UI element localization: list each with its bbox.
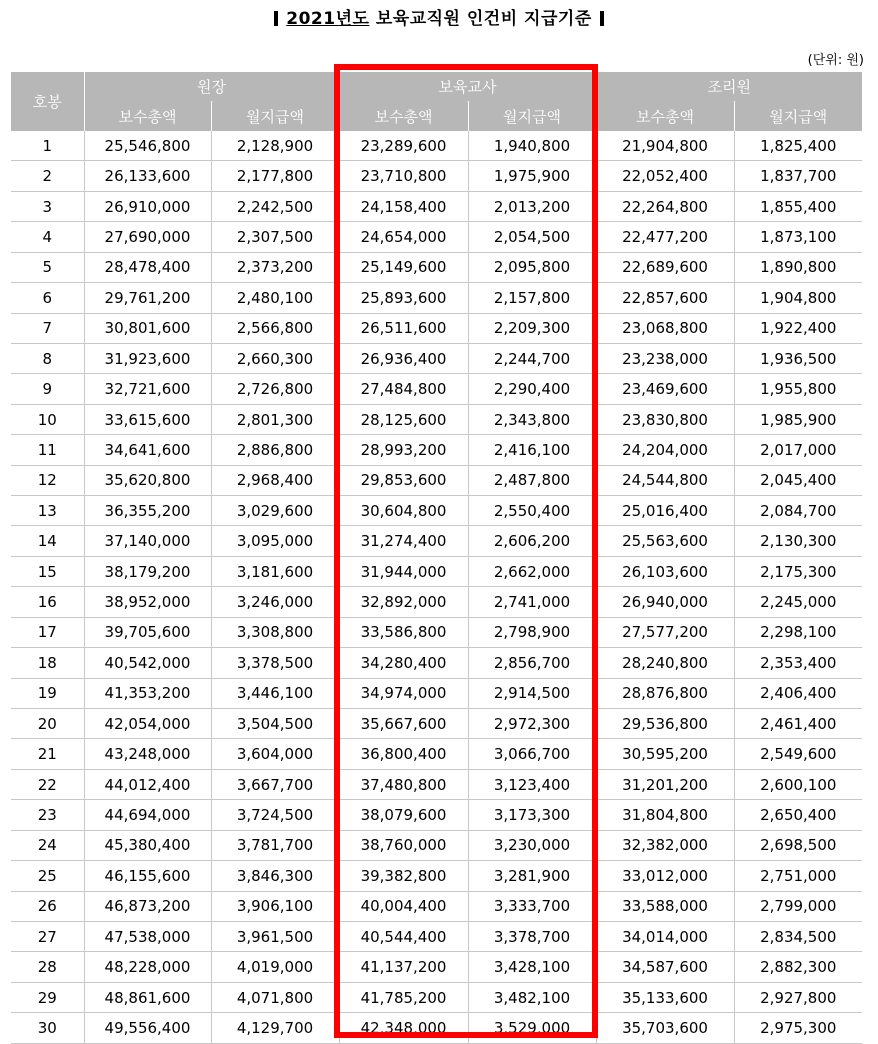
amount-cell: 3,446,100 [211, 678, 339, 708]
amount-cell: 2,054,500 [468, 222, 596, 252]
amount-cell: 3,504,500 [211, 709, 339, 739]
header-group-cook: 조리원 [596, 72, 862, 101]
amount-cell: 2,914,500 [468, 678, 596, 708]
amount-cell: 28,993,200 [339, 435, 468, 465]
grade-cell: 5 [11, 252, 84, 282]
amount-cell: 3,066,700 [468, 739, 596, 769]
amount-cell: 3,281,900 [468, 861, 596, 891]
amount-cell: 28,876,800 [596, 678, 734, 708]
amount-cell: 2,968,400 [211, 465, 339, 495]
page-title [0, 4, 878, 29]
header-teacher-monthly: 월지급액 [468, 101, 596, 131]
amount-cell: 3,961,500 [211, 921, 339, 951]
table-row [11, 556, 862, 586]
table-row [11, 769, 862, 799]
amount-cell: 2,298,100 [734, 617, 862, 647]
amount-cell: 27,577,200 [596, 617, 734, 647]
amount-cell: 1,890,800 [734, 252, 862, 282]
amount-cell: 24,544,800 [596, 465, 734, 495]
amount-cell: 2,157,800 [468, 283, 596, 313]
amount-cell: 35,620,800 [84, 465, 211, 495]
amount-cell: 2,856,700 [468, 648, 596, 678]
amount-cell: 28,240,800 [596, 648, 734, 678]
table-row [11, 465, 862, 495]
grade-cell: 7 [11, 313, 84, 343]
amount-cell: 1,855,400 [734, 191, 862, 221]
amount-cell: 38,179,200 [84, 556, 211, 586]
amount-cell: 3,529,000 [468, 1013, 596, 1043]
amount-cell: 22,857,600 [596, 283, 734, 313]
amount-cell: 3,846,300 [211, 861, 339, 891]
amount-cell: 3,230,000 [468, 830, 596, 860]
amount-cell: 3,123,400 [468, 769, 596, 799]
amount-cell: 25,563,600 [596, 526, 734, 556]
amount-cell: 2,650,400 [734, 800, 862, 830]
amount-cell: 2,290,400 [468, 374, 596, 404]
amount-cell: 36,355,200 [84, 496, 211, 526]
amount-cell: 34,974,000 [339, 678, 468, 708]
amount-cell: 27,690,000 [84, 222, 211, 252]
header-grade: 호봉 [11, 72, 84, 131]
amount-cell: 3,667,700 [211, 769, 339, 799]
amount-cell: 25,016,400 [596, 496, 734, 526]
amount-cell: 2,130,300 [734, 526, 862, 556]
amount-cell: 3,181,600 [211, 556, 339, 586]
table-row [11, 1013, 862, 1043]
amount-cell: 2,882,300 [734, 952, 862, 982]
amount-cell: 48,228,000 [84, 952, 211, 982]
amount-cell: 2,660,300 [211, 343, 339, 373]
grade-cell: 15 [11, 556, 84, 586]
grade-cell: 10 [11, 404, 84, 434]
amount-cell: 26,133,600 [84, 161, 211, 191]
amount-cell: 30,595,200 [596, 739, 734, 769]
amount-cell: 4,071,800 [211, 982, 339, 1012]
amount-cell: 22,477,200 [596, 222, 734, 252]
header-group-teacher: 보육교사 [339, 72, 596, 101]
grade-cell: 6 [11, 283, 84, 313]
amount-cell: 2,834,500 [734, 921, 862, 951]
amount-cell: 26,940,000 [596, 587, 734, 617]
amount-cell: 1,936,500 [734, 343, 862, 373]
amount-cell: 21,904,800 [596, 131, 734, 161]
amount-cell: 23,068,800 [596, 313, 734, 343]
amount-cell: 23,710,800 [339, 161, 468, 191]
amount-cell: 1,825,400 [734, 131, 862, 161]
amount-cell: 42,054,000 [84, 709, 211, 739]
table-row [11, 739, 862, 769]
amount-cell: 34,587,600 [596, 952, 734, 982]
amount-cell: 2,177,800 [211, 161, 339, 191]
amount-cell: 2,128,900 [211, 131, 339, 161]
table-row [11, 678, 862, 708]
amount-cell: 37,140,000 [84, 526, 211, 556]
amount-cell: 1,975,900 [468, 161, 596, 191]
amount-cell: 3,173,300 [468, 800, 596, 830]
grade-cell: 25 [11, 861, 84, 891]
amount-cell: 28,478,400 [84, 252, 211, 282]
amount-cell: 47,538,000 [84, 921, 211, 951]
amount-cell: 36,800,400 [339, 739, 468, 769]
amount-cell: 1,940,800 [468, 131, 596, 161]
table-row [11, 587, 862, 617]
amount-cell: 37,480,800 [339, 769, 468, 799]
header-director-monthly: 월지급액 [211, 101, 339, 131]
table-row [11, 161, 862, 191]
table-row [11, 830, 862, 860]
amount-cell: 3,095,000 [211, 526, 339, 556]
grade-cell: 30 [11, 1013, 84, 1043]
amount-cell: 2,242,500 [211, 191, 339, 221]
amount-cell: 3,029,600 [211, 496, 339, 526]
grade-cell: 13 [11, 496, 84, 526]
amount-cell: 3,378,500 [211, 648, 339, 678]
table-body [11, 131, 862, 1043]
amount-cell: 3,308,800 [211, 617, 339, 647]
table-row [11, 617, 862, 647]
table-row [11, 861, 862, 891]
amount-cell: 46,873,200 [84, 891, 211, 921]
grade-cell: 22 [11, 769, 84, 799]
amount-cell: 2,698,500 [734, 830, 862, 860]
grade-cell: 8 [11, 343, 84, 373]
amount-cell: 31,944,000 [339, 556, 468, 586]
amount-cell: 1,904,800 [734, 283, 862, 313]
grade-cell: 1 [11, 131, 84, 161]
amount-cell: 3,333,700 [468, 891, 596, 921]
amount-cell: 33,586,800 [339, 617, 468, 647]
amount-cell: 40,004,400 [339, 891, 468, 921]
amount-cell: 23,238,000 [596, 343, 734, 373]
table-row [11, 131, 862, 161]
amount-cell: 39,382,800 [339, 861, 468, 891]
amount-cell: 38,952,000 [84, 587, 211, 617]
amount-cell: 34,641,600 [84, 435, 211, 465]
amount-cell: 25,546,800 [84, 131, 211, 161]
table-row [11, 921, 862, 951]
grade-cell: 27 [11, 921, 84, 951]
amount-cell: 26,103,600 [596, 556, 734, 586]
table-row [11, 222, 862, 252]
amount-cell: 35,703,600 [596, 1013, 734, 1043]
amount-cell: 2,084,700 [734, 496, 862, 526]
table-row [11, 404, 862, 434]
grade-cell: 24 [11, 830, 84, 860]
table-row [11, 800, 862, 830]
salary-table [11, 72, 862, 1044]
amount-cell: 34,014,000 [596, 921, 734, 951]
amount-cell: 2,017,000 [734, 435, 862, 465]
amount-cell: 2,550,400 [468, 496, 596, 526]
grade-cell: 20 [11, 709, 84, 739]
amount-cell: 2,343,800 [468, 404, 596, 434]
amount-cell: 3,604,000 [211, 739, 339, 769]
amount-cell: 33,588,000 [596, 891, 734, 921]
amount-cell: 2,972,300 [468, 709, 596, 739]
amount-cell: 33,012,000 [596, 861, 734, 891]
amount-cell: 29,536,800 [596, 709, 734, 739]
amount-cell: 33,615,600 [84, 404, 211, 434]
amount-cell: 30,604,800 [339, 496, 468, 526]
table-row [11, 343, 862, 373]
amount-cell: 3,906,100 [211, 891, 339, 921]
amount-cell: 2,662,000 [468, 556, 596, 586]
amount-cell: 43,248,000 [84, 739, 211, 769]
amount-cell: 2,406,400 [734, 678, 862, 708]
amount-cell: 26,910,000 [84, 191, 211, 221]
amount-cell: 2,549,600 [734, 739, 862, 769]
amount-cell: 24,158,400 [339, 191, 468, 221]
amount-cell: 2,798,900 [468, 617, 596, 647]
amount-cell: 1,837,700 [734, 161, 862, 191]
amount-cell: 24,654,000 [339, 222, 468, 252]
amount-cell: 35,133,600 [596, 982, 734, 1012]
amount-cell: 2,245,000 [734, 587, 862, 617]
grade-cell: 18 [11, 648, 84, 678]
grade-cell: 4 [11, 222, 84, 252]
header-teacher-total: 보수총액 [339, 101, 468, 131]
amount-cell: 2,209,300 [468, 313, 596, 343]
amount-cell: 2,600,100 [734, 769, 862, 799]
table-row [11, 952, 862, 982]
amount-cell: 2,461,400 [734, 709, 862, 739]
amount-cell: 35,667,600 [339, 709, 468, 739]
amount-cell: 44,012,400 [84, 769, 211, 799]
amount-cell: 2,741,000 [468, 587, 596, 617]
grade-cell: 28 [11, 952, 84, 982]
table-row [11, 435, 862, 465]
amount-cell: 2,751,000 [734, 861, 862, 891]
amount-cell: 2,045,400 [734, 465, 862, 495]
grade-cell: 19 [11, 678, 84, 708]
amount-cell: 23,469,600 [596, 374, 734, 404]
amount-cell: 29,761,200 [84, 283, 211, 313]
amount-cell: 26,511,600 [339, 313, 468, 343]
amount-cell: 3,428,100 [468, 952, 596, 982]
amount-cell: 38,760,000 [339, 830, 468, 860]
amount-cell: 2,175,300 [734, 556, 862, 586]
amount-cell: 44,694,000 [84, 800, 211, 830]
amount-cell: 2,927,800 [734, 982, 862, 1012]
table-row [11, 252, 862, 282]
grade-cell: 26 [11, 891, 84, 921]
unit-label: (단위: 원) [807, 53, 864, 68]
amount-cell: 28,125,600 [339, 404, 468, 434]
amount-cell: 26,936,400 [339, 343, 468, 373]
amount-cell: 38,079,600 [339, 800, 468, 830]
amount-cell: 22,052,400 [596, 161, 734, 191]
amount-cell: 45,380,400 [84, 830, 211, 860]
amount-cell: 1,922,400 [734, 313, 862, 343]
amount-cell: 22,689,600 [596, 252, 734, 282]
amount-cell: 2,244,700 [468, 343, 596, 373]
amount-cell: 48,861,600 [84, 982, 211, 1012]
amount-cell: 22,264,800 [596, 191, 734, 221]
grade-cell: 16 [11, 587, 84, 617]
header-director-total: 보수총액 [84, 101, 211, 131]
amount-cell: 40,542,000 [84, 648, 211, 678]
amount-cell: 1,955,800 [734, 374, 862, 404]
header-cook-monthly: 월지급액 [734, 101, 862, 131]
grade-cell: 2 [11, 161, 84, 191]
table-row [11, 496, 862, 526]
amount-cell: 27,484,800 [339, 374, 468, 404]
amount-cell: 32,721,600 [84, 374, 211, 404]
amount-cell: 46,155,600 [84, 861, 211, 891]
amount-cell: 3,482,100 [468, 982, 596, 1012]
grade-cell: 29 [11, 982, 84, 1012]
amount-cell: 32,382,000 [596, 830, 734, 860]
grade-cell: 14 [11, 526, 84, 556]
amount-cell: 25,149,600 [339, 252, 468, 282]
amount-cell: 2,801,300 [211, 404, 339, 434]
amount-cell: 3,246,000 [211, 587, 339, 617]
title-text: 보육교직원 인건비 지급기준 [375, 9, 592, 29]
header-cook-total: 보수총액 [596, 101, 734, 131]
title-bar-right-icon [600, 11, 604, 26]
amount-cell: 2,353,400 [734, 648, 862, 678]
table-row [11, 283, 862, 313]
title-year: 2021년도 [286, 9, 370, 29]
amount-cell: 31,201,200 [596, 769, 734, 799]
grade-cell: 9 [11, 374, 84, 404]
amount-cell: 30,801,600 [84, 313, 211, 343]
amount-cell: 31,923,600 [84, 343, 211, 373]
amount-cell: 23,289,600 [339, 131, 468, 161]
amount-cell: 25,893,600 [339, 283, 468, 313]
grade-cell: 12 [11, 465, 84, 495]
amount-cell: 2,095,800 [468, 252, 596, 282]
amount-cell: 2,013,200 [468, 191, 596, 221]
amount-cell: 1,873,100 [734, 222, 862, 252]
table-row [11, 526, 862, 556]
title-bar-left-icon [274, 11, 278, 26]
amount-cell: 2,416,100 [468, 435, 596, 465]
amount-cell: 2,799,000 [734, 891, 862, 921]
amount-cell: 3,781,700 [211, 830, 339, 860]
amount-cell: 39,705,600 [84, 617, 211, 647]
header-group-director: 원장 [84, 72, 339, 101]
table-row [11, 648, 862, 678]
amount-cell: 2,886,800 [211, 435, 339, 465]
amount-cell: 2,566,800 [211, 313, 339, 343]
grade-cell: 11 [11, 435, 84, 465]
amount-cell: 2,606,200 [468, 526, 596, 556]
amount-cell: 41,785,200 [339, 982, 468, 1012]
grade-cell: 3 [11, 191, 84, 221]
amount-cell: 4,129,700 [211, 1013, 339, 1043]
amount-cell: 41,137,200 [339, 952, 468, 982]
amount-cell: 29,853,600 [339, 465, 468, 495]
amount-cell: 41,353,200 [84, 678, 211, 708]
amount-cell: 3,378,700 [468, 921, 596, 951]
amount-cell: 49,556,400 [84, 1013, 211, 1043]
table-row [11, 982, 862, 1012]
amount-cell: 2,975,300 [734, 1013, 862, 1043]
grade-cell: 21 [11, 739, 84, 769]
table-row [11, 709, 862, 739]
table-row [11, 891, 862, 921]
grade-cell: 23 [11, 800, 84, 830]
amount-cell: 1,985,900 [734, 404, 862, 434]
table-row [11, 374, 862, 404]
amount-cell: 40,544,400 [339, 921, 468, 951]
table-row [11, 191, 862, 221]
amount-cell: 2,487,800 [468, 465, 596, 495]
amount-cell: 2,373,200 [211, 252, 339, 282]
amount-cell: 31,804,800 [596, 800, 734, 830]
amount-cell: 24,204,000 [596, 435, 734, 465]
amount-cell: 2,726,800 [211, 374, 339, 404]
amount-cell: 23,830,800 [596, 404, 734, 434]
amount-cell: 32,892,000 [339, 587, 468, 617]
amount-cell: 31,274,400 [339, 526, 468, 556]
grade-cell: 17 [11, 617, 84, 647]
amount-cell: 34,280,400 [339, 648, 468, 678]
amount-cell: 2,480,100 [211, 283, 339, 313]
table-row [11, 313, 862, 343]
amount-cell: 2,307,500 [211, 222, 339, 252]
amount-cell: 4,019,000 [211, 952, 339, 982]
amount-cell: 42,348,000 [339, 1013, 468, 1043]
amount-cell: 3,724,500 [211, 800, 339, 830]
